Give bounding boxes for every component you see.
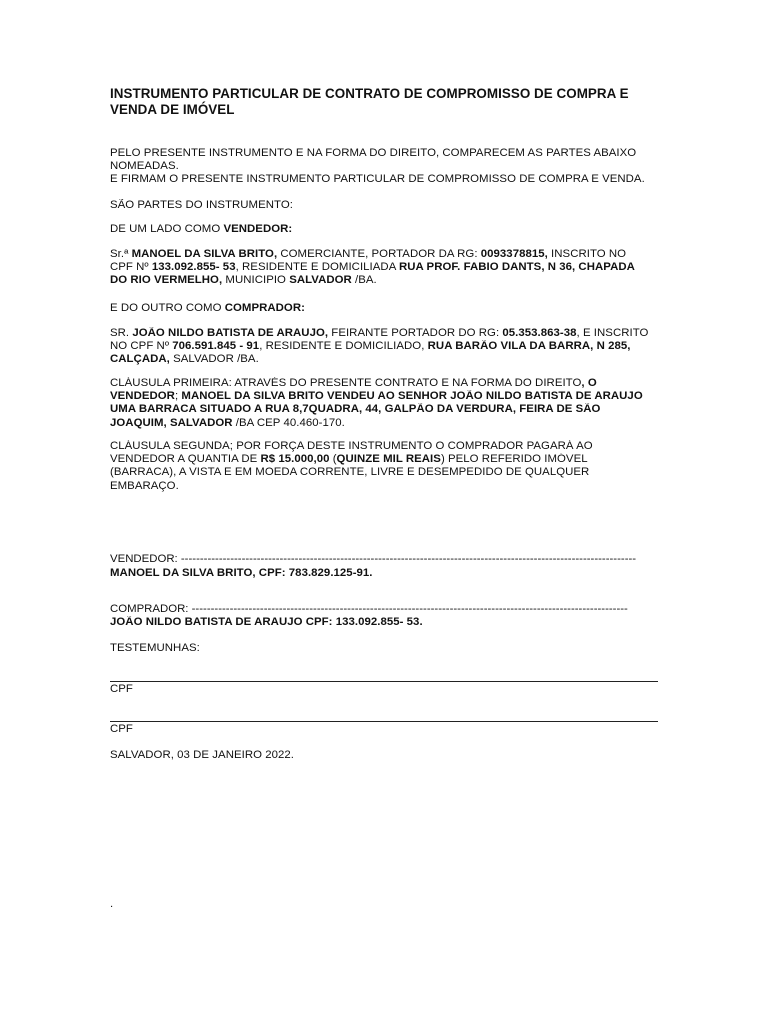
clausula2-extenso: QUINZE MIL REAIS [336, 453, 441, 466]
vendedor-text: MUNICIPIO [222, 274, 290, 287]
comprador-role: COMPRADOR: [224, 302, 305, 314]
clausula1-bold: , O [581, 377, 597, 389]
comprador-line-1 [110, 327, 670, 340]
vendedor-address: DO RIO VERMELHO, [110, 274, 223, 287]
clausula2-line-4: EMBARAÇO. [110, 479, 179, 492]
vendedor-text: /BA. [351, 274, 377, 287]
comprador-signature-text: JOÃO NILDO BATISTA DE ARAUJO CPF: 133.092.855- 53. [110, 616, 423, 628]
intro-line-1: PELO PRESENTE INSTRUMENTO E NA FORMA DO DIREITO, COMPARECEM AS PARTES ABAIXO [110, 147, 637, 159]
vendedor-signature-line [110, 553, 658, 566]
vendedor-text: , RESIDENTE E DOMICILIADA [235, 261, 399, 274]
vendedor-text: INSCRITO NO [547, 248, 627, 260]
intro-line-3: E FIRMAM O PRESENTE INSTRUMENTO PARTICULAR DE COMPROMISSO DE COMPRA E VENDA. [110, 173, 645, 186]
clausula2-line-3: (BARRACA), A VISTA E EM MOEDA CORRENTE, LIVRE E DESEMPEDIDO DE QUALQUER [110, 466, 590, 479]
clausula1-text: CLÁUSULA PRIMEIRA: ATRAVÉS DO PRESENTE CONTRATO E NA FORMA DO DIREITO [110, 377, 582, 389]
signature-dashes: ------------------------------------------------------------------------------------------------------------------- [191, 603, 628, 615]
vendedor-line-2 [110, 261, 670, 274]
vendedor-city: SALVADOR [289, 274, 352, 287]
vendedor-intro-text: DE UM LADO COMO [110, 223, 224, 235]
clausula-segunda [110, 440, 670, 493]
vendedor-title: Sr.ª [110, 248, 132, 260]
witness-1-line [110, 681, 658, 682]
clausula1-text: ; [174, 390, 182, 403]
vendedor-text: CPF Nº [110, 261, 152, 274]
document-title: INSTRUMENTO PARTICULAR DE CONTRATO DE COMPROMISSO DE COMPRA E VENDA DE IMÓVEL [110, 86, 629, 117]
comprador-name: JOÃO NILDO BATISTA DE ARAUJO, [132, 327, 329, 339]
clausula1-text: /BA CEP 40.460-170. [232, 416, 345, 429]
comprador-text: , RESIDENTE E DOMICILIADO, [259, 340, 428, 353]
comprador-cpf: 706.591.845 - 91 [172, 340, 260, 353]
comprador-text: SALVADOR /BA. [169, 353, 259, 366]
comprador-signature-line [110, 603, 658, 616]
comprador-intro-text: E DO OUTRO COMO [110, 302, 225, 314]
comprador-address: CALÇADA, [110, 353, 170, 366]
clausula2-valor: R$ 15.000,00 [260, 453, 330, 466]
clausula2-text: ( [329, 453, 337, 466]
comprador-text: FEIRANTE PORTADOR DO RG: [328, 327, 503, 339]
clausula2-text: ) PELO REFERIDO IMÓVEL [440, 453, 588, 466]
clausula2-line-2 [110, 453, 670, 466]
comprador-rg: 05.353.863-38 [502, 327, 577, 339]
vendedor-signature-name [110, 567, 670, 580]
vendedor-signature-text: MANOEL DA SILVA BRITO, CPF: 783.829.125-91. [110, 567, 373, 579]
clausula1-line-1 [110, 377, 670, 390]
clausula1-bold: UMA BARRACA SITUADO A RUA 8,7QUADRA, 44, GALPÃO DA VERDURA, FEIRA DE SÃO [110, 403, 601, 416]
vendedor-signature-label: VENDEDOR: [110, 553, 181, 565]
comprador-text: NO CPF Nº [110, 340, 173, 353]
comprador-line-3 [110, 353, 670, 366]
clausula1-bold: VENDEDOR [110, 390, 175, 403]
clausula1-line-4 [110, 417, 670, 430]
comprador-intro [110, 302, 670, 315]
vendedor-text: COMERCIANTE, PORTADOR DA RG: [277, 248, 481, 260]
vendedor-cpf: 133.092.855- 53 [151, 261, 236, 274]
witness-2-cpf-label: CPF [110, 723, 133, 735]
intro-paragraph [110, 147, 670, 187]
vendedor-paragraph [110, 248, 670, 288]
comprador-address: RUA BARÃO VILA DA BARRA, N 285, [427, 340, 631, 353]
witness-1-cpf-label: CPF [110, 683, 133, 695]
footer-dot: . [110, 898, 114, 910]
clausula2-text: VENDEDOR A QUANTIA DE [110, 453, 261, 466]
vendedor-line-1 [110, 248, 670, 261]
signature-dashes: ------------------------------------------------------------------------------------------------------------------------ [180, 553, 637, 565]
comprador-title: SR. [110, 327, 133, 339]
comprador-signature-label: COMPRADOR: [110, 603, 192, 615]
vendedor-rg: 0093378815, [480, 248, 548, 260]
vendedor-name: MANOEL DA SILVA BRITO, [131, 248, 278, 260]
intro-line-2: NOMEADAS. [110, 160, 179, 173]
witness-2-line [110, 721, 658, 722]
clausula2-line-1: CLÁUSULA SEGUNDA; POR FORÇA DESTE INSTRUMENTO O COMPRADOR PAGARÁ AO [110, 440, 593, 452]
comprador-signature-name [110, 616, 670, 629]
clausula-primeira [110, 377, 670, 430]
comprador-line-2 [110, 340, 670, 353]
clausula1-bold: JOAQUIM, SALVADOR [110, 416, 233, 429]
vendedor-address: RUA PROF. FABIO DANTS, N 36, CHAPADA [398, 261, 635, 274]
testemunhas-label: TESTEMUNHAS: [110, 642, 200, 654]
clausula1-line-2 [110, 390, 670, 403]
local-data: SALVADOR, 03 DE JANEIRO 2022. [110, 749, 294, 761]
partes-label: SÃO PARTES DO INSTRUMENTO: [110, 199, 293, 211]
clausula1-bold: MANOEL DA SILVA BRITO VENDEU AO SENHOR JOÃO NILDO BATISTA DE ARAUJO [181, 390, 643, 403]
vendedor-intro [110, 223, 670, 236]
comprador-text: , E INSCRITO [576, 327, 649, 339]
comprador-paragraph [110, 327, 670, 367]
vendedor-role: VENDEDOR: [223, 223, 293, 235]
clausula1-line-3 [110, 403, 670, 416]
vendedor-line-3 [110, 274, 670, 287]
